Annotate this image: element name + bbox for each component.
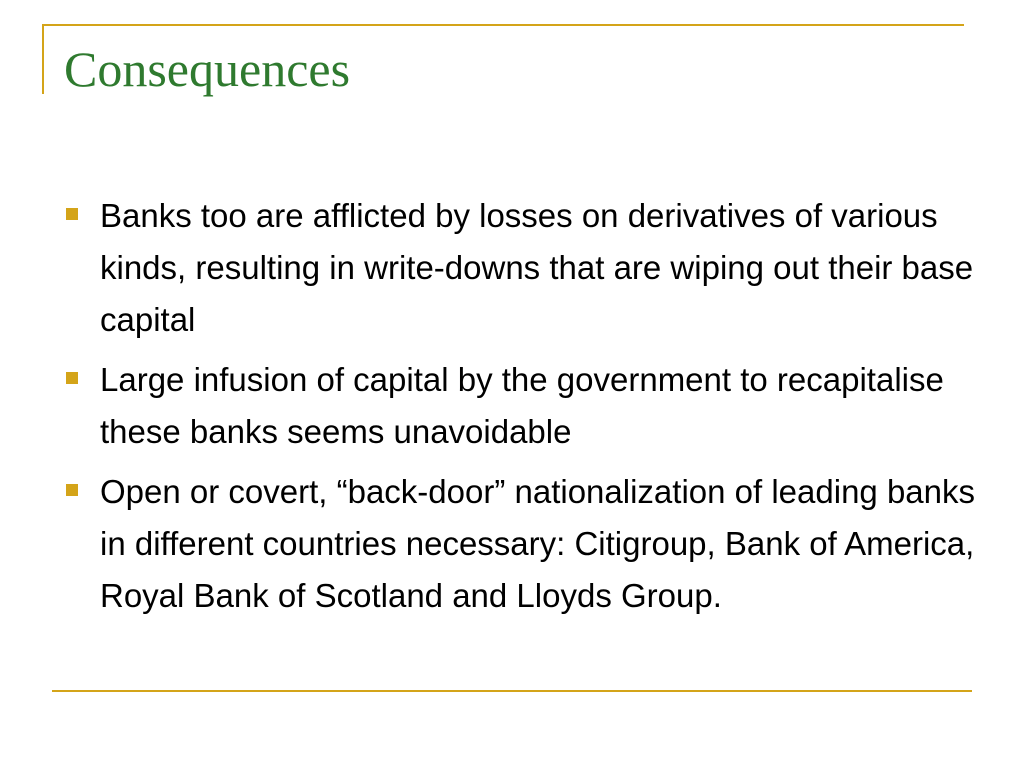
bullet-text-3: Open or covert, “back-door” nationalization of leading banks in different countries necessary: Citigroup, Bank of America, Royal Bank of Scotland and Lloyds Group.: [100, 473, 975, 614]
bullet-item-3: [66, 466, 976, 622]
square-bullet-icon: [66, 208, 78, 220]
bullet-list: [66, 190, 976, 630]
bullet-text-1: Banks too are afflicted by losses on derivatives of various kinds, resulting in write-downs that are wiping out their base capital: [100, 197, 974, 338]
square-bullet-icon: [66, 484, 78, 496]
bottom-rule: [52, 690, 972, 692]
square-bullet-icon: [66, 372, 78, 384]
bullet-item-1: [66, 190, 976, 346]
bullet-text-2: Large infusion of capital by the government to recapitalise these banks seems unavoidable: [100, 361, 944, 450]
bullet-item-2: [66, 354, 976, 458]
slide-title: Consequences: [64, 41, 351, 97]
top-rule: [42, 24, 964, 26]
left-rule: [42, 24, 44, 94]
